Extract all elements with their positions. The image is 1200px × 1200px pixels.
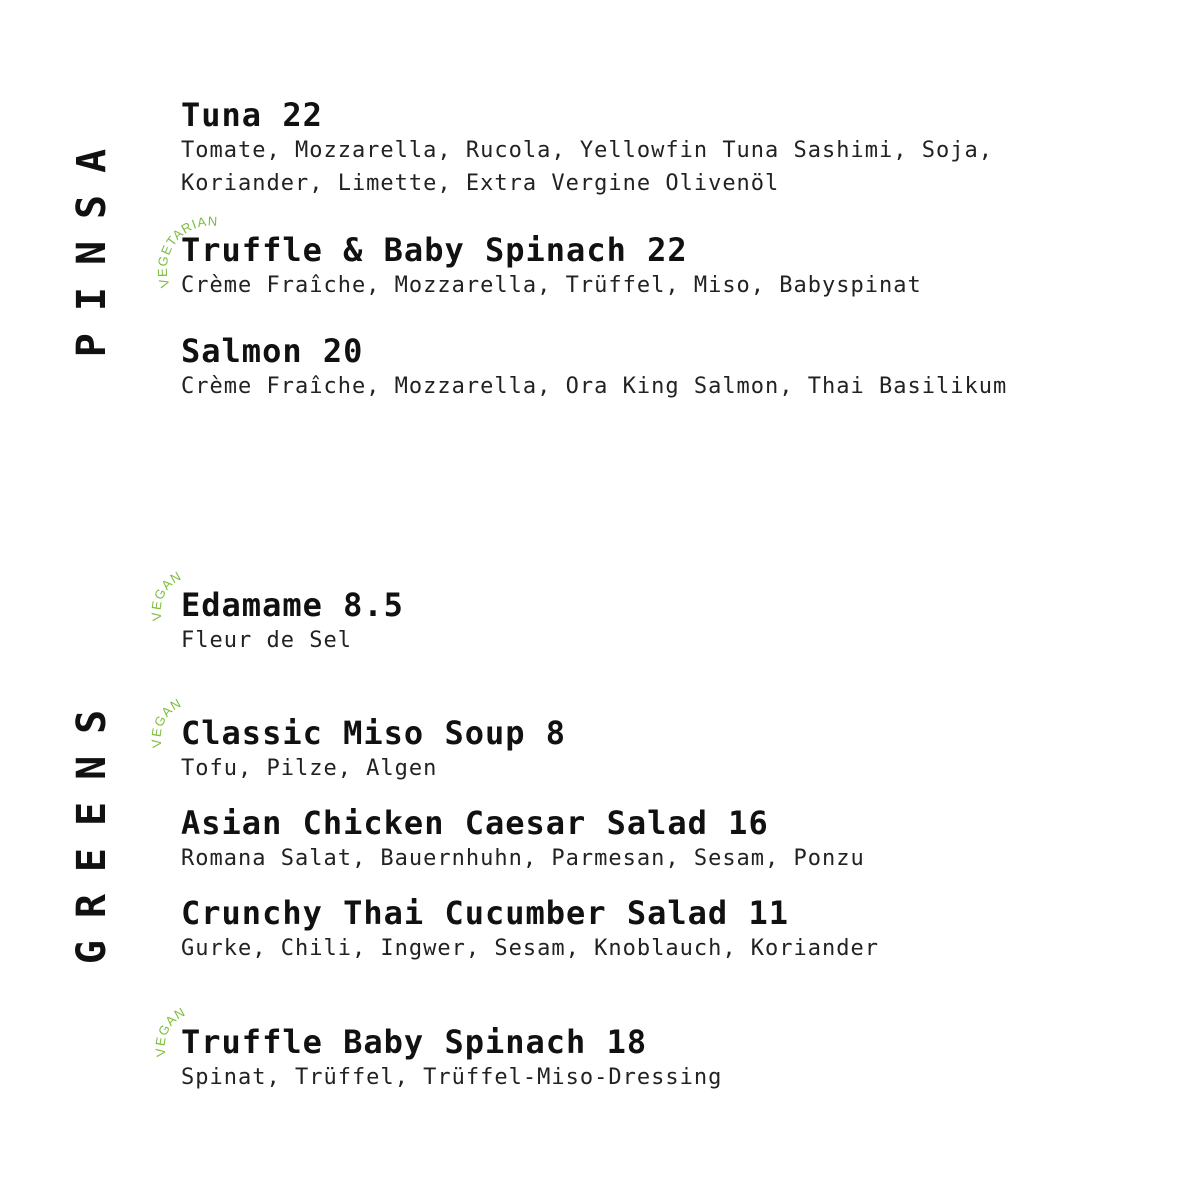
menu-item-salmon — [181, 334, 1007, 403]
item-description: Spinat, Trüffel, Trüffel-Miso-Dressing — [181, 1065, 723, 1090]
menu-item-tuna — [181, 98, 993, 200]
item-description: Tomate, Mozzarella, Rucola, Yellowfin Tuna Sashimi, Soja, — [181, 138, 993, 163]
menu-item-asian-chicken-caesar-salad — [181, 806, 865, 875]
item-description: Crème Fraîche, Mozzarella, Trüffel, Miso, Babyspinat — [181, 273, 922, 298]
item-title: Crunchy Thai Cucumber Salad 11 — [181, 894, 789, 932]
item-title: Tuna 22 — [181, 96, 323, 134]
item-description: Romana Salat, Bauernhuhn, Parmesan, Sesam, Ponzu — [181, 846, 865, 871]
menu-item-classic-miso-soup — [181, 716, 566, 785]
item-description: Fleur de Sel — [181, 628, 352, 653]
item-description: Crème Fraîche, Mozzarella, Ora King Salmon, Thai Basilikum — [181, 374, 1008, 399]
svg-text:VEGAN: VEGAN — [148, 695, 185, 749]
item-title: Truffle & Baby Spinach 22 — [181, 231, 688, 269]
item-title: Edamame 8.5 — [181, 586, 404, 624]
section-title-pinsa: PINSA — [69, 126, 115, 358]
svg-text:VEGAN: VEGAN — [152, 1004, 189, 1058]
item-description: Tofu, Pilze, Algen — [181, 756, 438, 781]
item-title: Truffle Baby Spinach 18 — [181, 1023, 648, 1061]
section-title-greens: GREENS — [69, 687, 115, 965]
item-description: Gurke, Chili, Ingwer, Sesam, Knoblauch, Koriander — [181, 936, 880, 961]
item-description: Koriander, Limette, Extra Vergine Olivenöl — [181, 171, 780, 196]
item-title: Salmon 20 — [181, 332, 364, 370]
menu-item-truffle-baby-spinach-pinsa — [181, 233, 922, 302]
menu-item-truffle-baby-spinach-greens — [181, 1025, 722, 1094]
item-title: Classic Miso Soup 8 — [181, 714, 567, 752]
menu-item-crunchy-thai-cucumber-salad — [181, 896, 879, 965]
item-title: Asian Chicken Caesar Salad 16 — [181, 804, 769, 842]
svg-text:VEGAN: VEGAN — [148, 568, 185, 622]
svg-text:VEGETARIAN: VEGETARIAN — [154, 213, 219, 290]
menu-item-edamame — [181, 588, 404, 657]
